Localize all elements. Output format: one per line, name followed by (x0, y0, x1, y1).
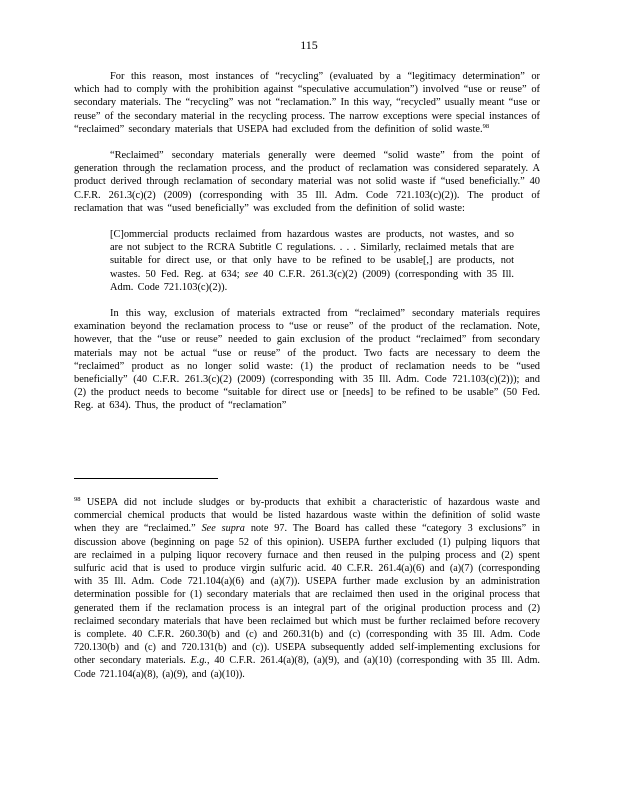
block-quote-citation: 40 C.F.R. 261.3(c)(2) (2009) (corresponding with 35 Ill. Adm. Code 721.103(c)(2)). (110, 268, 515, 293)
paragraph-exclusion: In this way, exclusion of materials extracted from “reclaimed” secondary materials requires examination beyond the reclamation process to “use or reuse” of the product of the reclamation. Note, however, that the “use or reuse” needed to gain exclusion of the product “reclaimed” from secondary materials may not be actual “use or reuse” of the product. Two facts are necessary to deem the “reclaimed” product as no longer solid waste: (1) the product of reclamation needs to be “used beneficially” (40 C.F.R. 261.3(c)(2) (2009) (corresponding with 35 Ill. Adm. Code 721.103(c)(2))); and (2) the product needs to become “suitable for direct use or [needs] to be refined to be usable” (50 Fed. Reg. at 634). Thus, the product of “reclamation” (74, 308, 540, 412)
block-quote (110, 228, 514, 294)
footnote-see-supra: See supra (201, 523, 245, 535)
footnote-divider (74, 478, 218, 479)
paragraph-recycling-text: For this reason, most instances of “recycling” (evaluated by a “legitimacy determination” or which had to comply with the prohibition against “speculative accumulation”) involved “use or reuse” of secondary materials. The “recycling” was not “reclamation.” In this way, “recycled” usually meant “use or reuse” of the secondary material in the recycling process. The narrow exceptions were special instances of “reclaimed” secondary materials that USEPA had excluded from the definition of solid waste. (74, 71, 540, 135)
footnote-text-c: , 40 C.F.R. 261.4(a)(8), (a)(9), and (a)(10) (corresponding with 35 Ill. Adm. Code 721.104(a)(8), (a)(9), and (a)(10)). (74, 655, 540, 680)
footnote-marker: 98 (74, 496, 81, 503)
paragraph-reclaimed: “Reclaimed” secondary materials generally were deemed “solid waste” from the point of generation through the reclamation process, and the product of reclamation was considered separately. A product derived through reclamation of secondary material was not solid waste if “used beneficially.” 40 C.F.R. 261.3(c)(2) (2009) (corresponding with 35 Ill. Adm. Code 721.103(c)(2)). The product of reclamation that was “used beneficially” was excluded from the definition of solid waste: (74, 150, 540, 214)
footnote-reference: 98 (482, 122, 490, 130)
footnote-eg: E.g. (190, 655, 207, 667)
body-text (74, 70, 540, 426)
block-quote-text: [C]ommercial products reclaimed from hazardous wastes are products, not wastes, and so are not subject to the RCRA Subtitle C regulations. . . . Similarly, reclaimed metals that are suitable for direct use, or that only have to be refined to be usable[,] are products, not wastes. 50 Fed. Reg. at 634; (110, 229, 514, 280)
block-quote-see: see (244, 268, 258, 280)
page-number: 115 (300, 38, 318, 52)
footnote (74, 496, 540, 681)
footnote-text-a: USEPA did not include sludges or by-products that exhibit a characteristic of hazardous waste and commercial chemical products that would be listed hazardous waste within the definition of solid waste when they are “reclaimed.” (74, 497, 540, 535)
footnote-text-b: note 97. The Board has called these “category 3 exclusions” in discussion above (beginning on page 52 of this opinion). USEPA further excluded (1) pulping liquors that are reclaimed in a pulping liquor recovery furnace and then reused in the pulping process and (2) spent sulfuric acid that is used to produce virgin sulfuric acid. 40 C.F.R. 261.4(a)(6) and (a)(7) (corresponding with 35 Ill. Adm. Code 721.104(a)(6) and (a)(7)). USEPA further made exclusion by an administration determination possible for (1) secondary materials that are reclaimed then used in the original process that generated them if the reclamation process is an integral part of the original production process and (2) reclaimed secondary materials that have been reclaimed but which must be further reclaimed before recovery is complete. 40 C.F.R. 260.30(b) and (c) and 260.31(b) and (c) (corresponding with 35 Ill. Adm. Code 720.130(b) and (c) and 720.131(b) and (c)). USEPA subsequently added self-implementing exclusions for other secondary materials. (74, 523, 541, 667)
paragraph-recycling (74, 70, 540, 136)
